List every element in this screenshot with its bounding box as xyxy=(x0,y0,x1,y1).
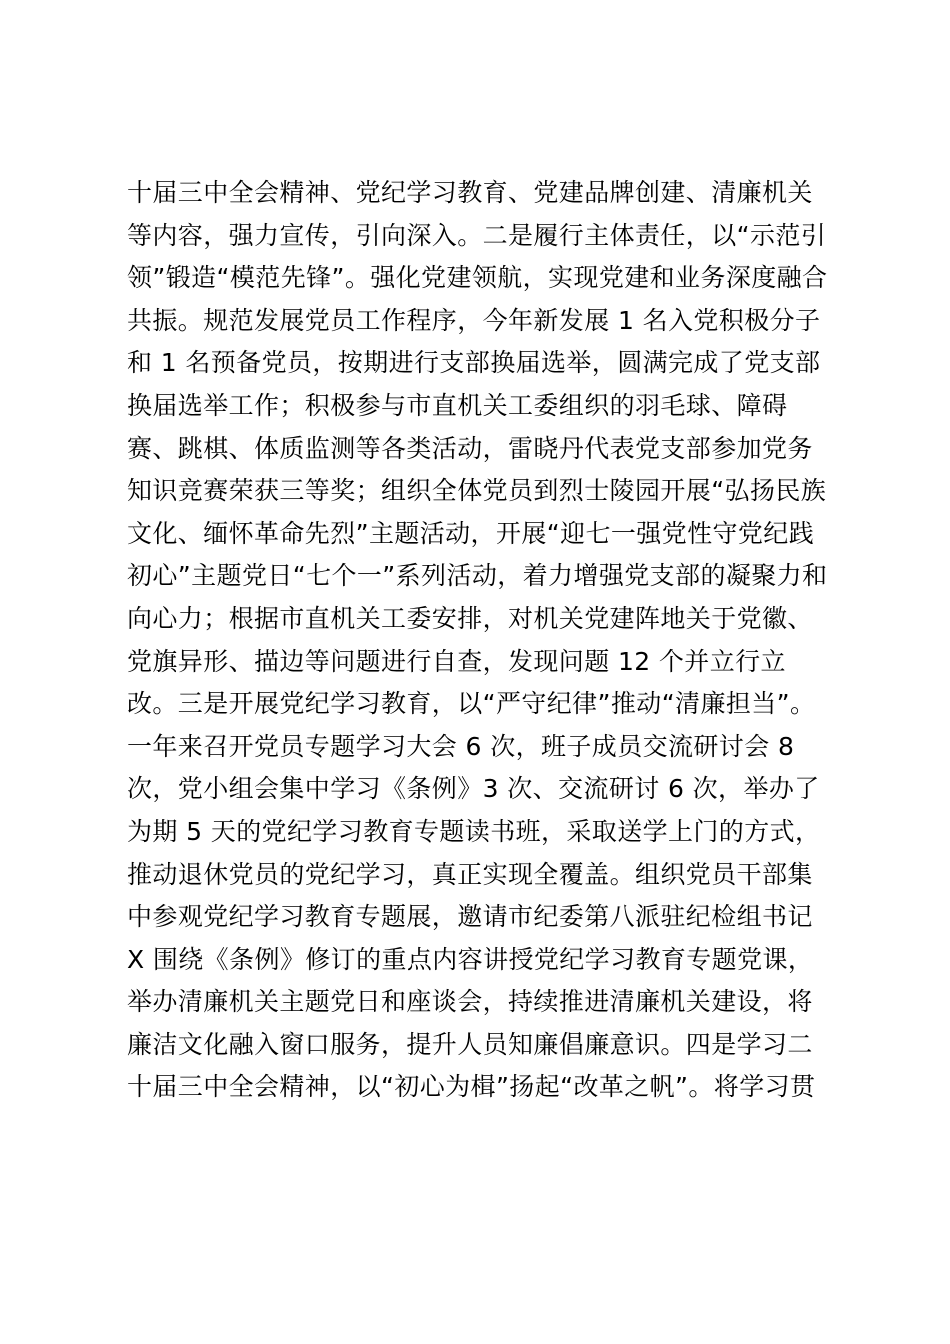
text-line: 举办清廉机关主题党日和座谈会，持续推进清廉机关建设，将 xyxy=(127,987,813,1017)
text-line: 中参观党纪学习教育专题展，邀请市纪委第八派驻纪检组书记 xyxy=(127,902,813,932)
text-line: X 围绕《条例》修订的重点内容讲授党纪学习教育专题党课， xyxy=(127,944,814,974)
text-line: 知识竞赛荣获三等奖；组织全体党员到烈士陵园开展“弘扬民族 xyxy=(127,476,827,506)
text-line: 次，党小组会集中学习《条例》3 次、交流研讨 6 次，举办了 xyxy=(127,774,820,804)
body-paragraph xyxy=(127,172,847,1109)
text-line: 推动退休党员的党纪学习，真正实现全覆盖。组织党员干部集 xyxy=(127,859,813,889)
text-line: 一年来召开党员专题学习大会 6 次，班子成员交流研讨会 8 xyxy=(127,731,795,761)
text-line: 等内容，强力宣传，引向深入。二是履行主体责任，以“示范引 xyxy=(127,220,827,250)
text-line: 十届三中全会精神、党纪学习教育、党建品牌创建、清廉机关 xyxy=(127,178,813,207)
text-line: 领”锻造“模范先锋”。强化党建领航，实现党建和业务深度融合 xyxy=(127,263,828,293)
text-line: 赛、跳棋、体质监测等各类活动，雷晓丹代表党支部参加党务 xyxy=(127,433,813,463)
text-line: 初心”主题党日“七个一”系列活动，着力增强党支部的凝聚力和 xyxy=(127,561,828,591)
text-line: 廉洁文化融入窗口服务，提升人员知廉倡廉意识。四是学习二 xyxy=(127,1029,813,1059)
text-line: 十届三中全会精神，以“初心为楫”扬起“改革之帆”。将学习贯 xyxy=(127,1072,816,1102)
text-line: 党旗异形、描边等问题进行自查，发现问题 12 个并立行立 xyxy=(127,646,786,676)
text-line: 和 1 名预备党员，按期进行支部换届选举，圆满完成了党支部 xyxy=(127,348,821,378)
text-line: 向心力；根据市直机关工委安排，对机关党建阵地关于党徽、 xyxy=(127,603,813,633)
text-line: 共振。规范发展党员工作程序，今年新发展 1 名入党积极分子 xyxy=(127,305,821,335)
text-line: 文化、缅怀革命先烈”主题活动，开展“迎七一强党性守党纪践 xyxy=(127,518,815,548)
text-line: 换届选举工作；积极参与市直机关工委组织的羽毛球、障碍 xyxy=(127,390,788,420)
text-line: 为期 5 天的党纪学习教育专题读书班，采取送学上门的方式， xyxy=(127,816,821,846)
text-line: 改。三是开展党纪学习教育，以“严守纪律”推动“清廉担当”。 xyxy=(127,689,816,719)
